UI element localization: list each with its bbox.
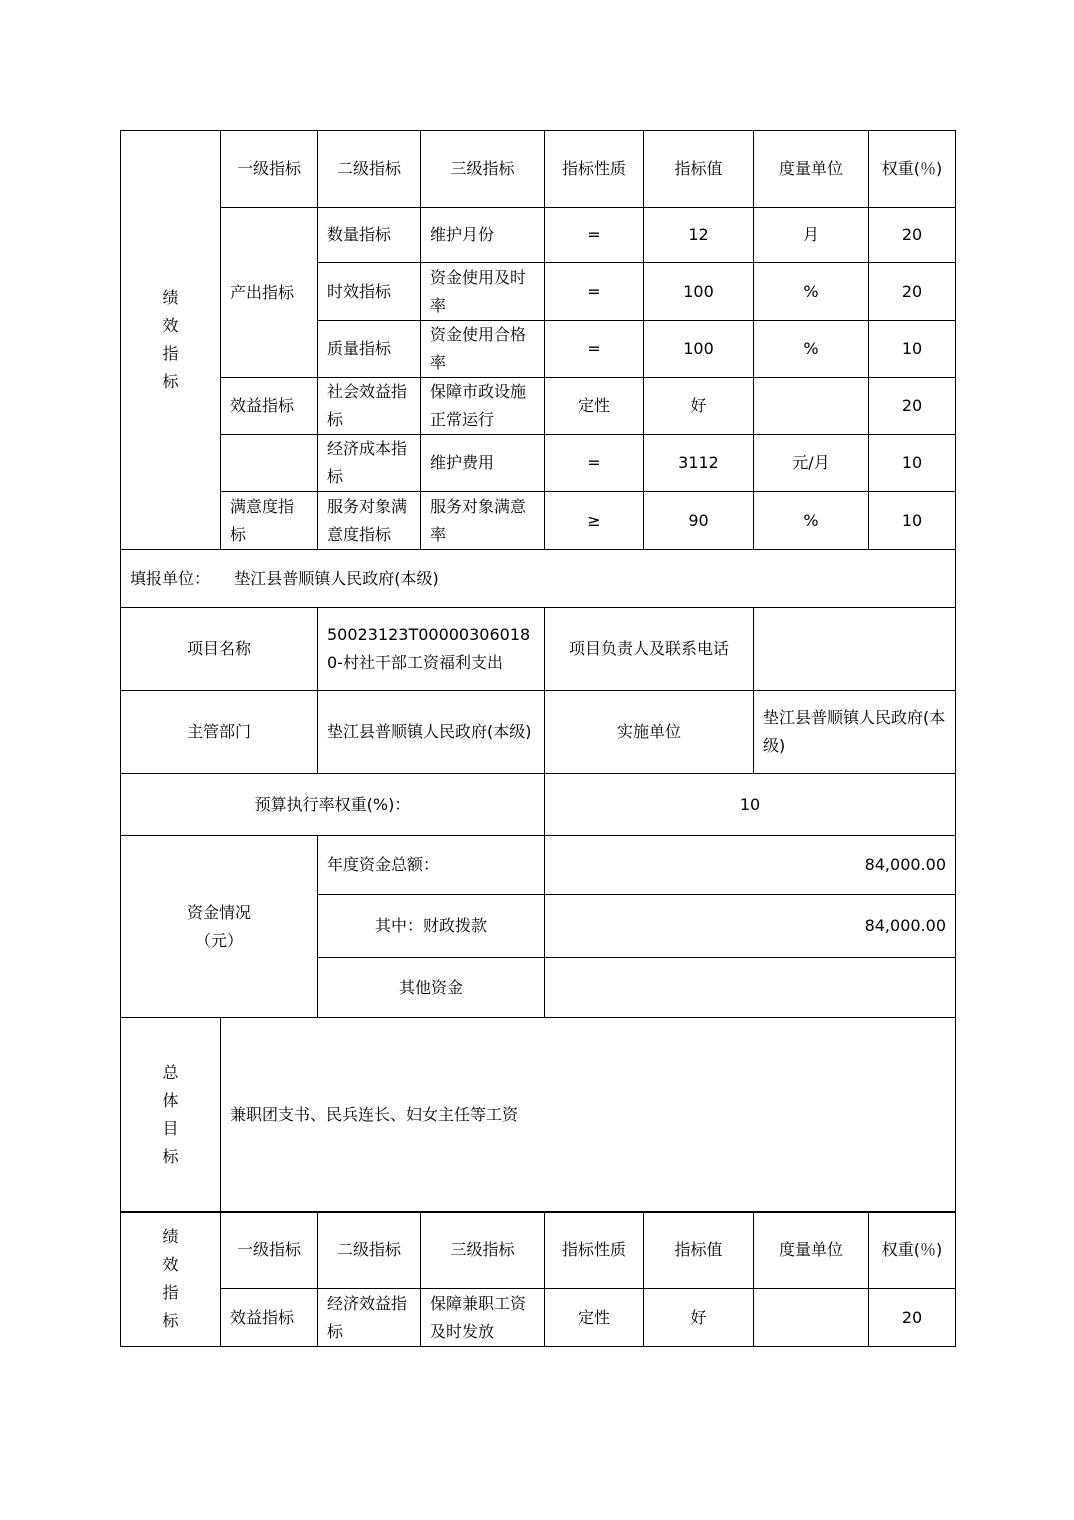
header-value: 指标值	[644, 1212, 754, 1289]
cell-unit: 月	[754, 208, 869, 263]
cell-level2: 时效指标	[318, 263, 421, 321]
cell-level2: 服务对象满意度指标	[318, 492, 421, 550]
funds-label	[121, 836, 318, 1018]
header-level3: 三级指标	[421, 1212, 545, 1289]
funds-label-line1: 资金情况	[186, 902, 251, 922]
project-name-row	[121, 608, 956, 691]
cell-level2: 社会效益指标	[318, 378, 421, 435]
budget-weight-value: 10	[545, 774, 956, 836]
cell-level1: 产出指标	[221, 208, 318, 378]
project-name-label: 项目名称	[121, 608, 318, 691]
funds-total-value: 84,000.00	[545, 836, 956, 895]
department-value: 垫江县普顺镇人民政府(本级)	[318, 691, 545, 774]
cell-nature: =	[545, 321, 644, 378]
header-level1: 一级指标	[221, 131, 318, 208]
cell-level2: 数量指标	[318, 208, 421, 263]
cell-value: 100	[644, 263, 754, 321]
cell-unit: %	[754, 321, 869, 378]
funds-other-value	[545, 958, 956, 1018]
department-label: 主管部门	[121, 691, 318, 774]
cell-level2: 质量指标	[318, 321, 421, 378]
cell-value: 100	[644, 321, 754, 378]
cell-nature: 定性	[545, 1289, 644, 1347]
table-row	[121, 492, 956, 550]
funds-total-row	[121, 836, 956, 895]
cell-unit	[754, 378, 869, 435]
filing-unit	[121, 550, 956, 608]
cell-level3: 资金使用及时率	[421, 263, 545, 321]
overall-goal-row	[121, 1018, 956, 1213]
cell-level3: 维护费用	[421, 435, 545, 492]
table-row	[121, 435, 956, 492]
cell-unit: %	[754, 492, 869, 550]
budget-weight-row	[121, 774, 956, 836]
header-level1: 一级指标	[221, 1212, 318, 1289]
funds-other-label: 其他资金	[318, 958, 545, 1018]
perf-header-row	[121, 131, 956, 208]
cell-nature: ≥	[545, 492, 644, 550]
cell-weight: 10	[869, 435, 956, 492]
cell-weight: 20	[869, 208, 956, 263]
cell-weight: 10	[869, 492, 956, 550]
budget-weight-label: 预算执行率权重(%)：	[121, 774, 545, 836]
project-contact-value	[754, 608, 956, 691]
cell-value: 90	[644, 492, 754, 550]
perf-section-label: 绩 效 指 标	[121, 1212, 221, 1347]
header-weight: 权重(％)	[869, 131, 956, 208]
cell-unit	[754, 1289, 869, 1347]
cell-value: 3112	[644, 435, 754, 492]
cell-nature: =	[545, 263, 644, 321]
cell-nature: 定性	[545, 378, 644, 435]
cell-weight: 20	[869, 1289, 956, 1347]
funds-fiscal-label: 其中：财政拨款	[318, 895, 545, 958]
performance-budget-table	[120, 130, 956, 1213]
cell-value: 好	[644, 1289, 754, 1347]
funds-fiscal-value: 84,000.00	[545, 895, 956, 958]
performance-indicators-table-2	[120, 1211, 956, 1347]
implementing-unit-value: 垫江县普顺镇人民政府(本级)	[754, 691, 956, 774]
table-row	[121, 208, 956, 263]
cell-value: 好	[644, 378, 754, 435]
cell-level1	[221, 435, 318, 492]
header-level3: 三级指标	[421, 131, 545, 208]
filing-unit-row	[121, 550, 956, 608]
cell-level3: 维护月份	[421, 208, 545, 263]
cell-weight: 10	[869, 321, 956, 378]
cell-value: 12	[644, 208, 754, 263]
department-row	[121, 691, 956, 774]
cell-unit: %	[754, 263, 869, 321]
cell-weight: 20	[869, 378, 956, 435]
cell-unit: 元/月	[754, 435, 869, 492]
cell-level3: 保障兼职工资及时发放	[421, 1289, 545, 1347]
header-nature: 指标性质	[545, 1212, 644, 1289]
cell-level1: 满意度指标	[221, 492, 318, 550]
header-level2: 二级指标	[318, 1212, 421, 1289]
cell-nature: =	[545, 208, 644, 263]
table-row	[121, 1289, 956, 1347]
cell-level3: 服务对象满意率	[421, 492, 545, 550]
funds-label-line2: （元）	[194, 930, 243, 950]
table-row	[121, 378, 956, 435]
cell-level2: 经济成本指标	[318, 435, 421, 492]
cell-level3: 资金使用合格率	[421, 321, 545, 378]
overall-goal-text: 兼职团支书、民兵连长、妇女主任等工资	[221, 1018, 956, 1213]
funds-total-label: 年度资金总额：	[318, 836, 545, 895]
filing-unit-label: 填报单位：	[130, 568, 211, 588]
cell-level2: 经济效益指标	[318, 1289, 421, 1347]
project-contact-label: 项目负责人及联系电话	[545, 608, 754, 691]
overall-goal-label: 总 体 目 标	[121, 1018, 221, 1213]
cell-level1: 效益指标	[221, 1289, 318, 1347]
cell-level3: 保障市政设施正常运行	[421, 378, 545, 435]
project-name-value: 50023123T000003060180-村社干部工资福利支出	[318, 608, 545, 691]
implementing-unit-label: 实施单位	[545, 691, 754, 774]
filing-unit-value: 垫江县普顺镇人民政府(本级)	[234, 568, 439, 588]
header-unit: 度量单位	[754, 1212, 869, 1289]
perf-header-row	[121, 1212, 956, 1289]
header-value: 指标值	[644, 131, 754, 208]
header-level2: 二级指标	[318, 131, 421, 208]
header-unit: 度量单位	[754, 131, 869, 208]
cell-level1: 效益指标	[221, 378, 318, 435]
header-nature: 指标性质	[545, 131, 644, 208]
header-weight: 权重(％)	[869, 1212, 956, 1289]
cell-weight: 20	[869, 263, 956, 321]
perf-section-label: 绩 效 指 标	[121, 131, 221, 550]
cell-nature: =	[545, 435, 644, 492]
